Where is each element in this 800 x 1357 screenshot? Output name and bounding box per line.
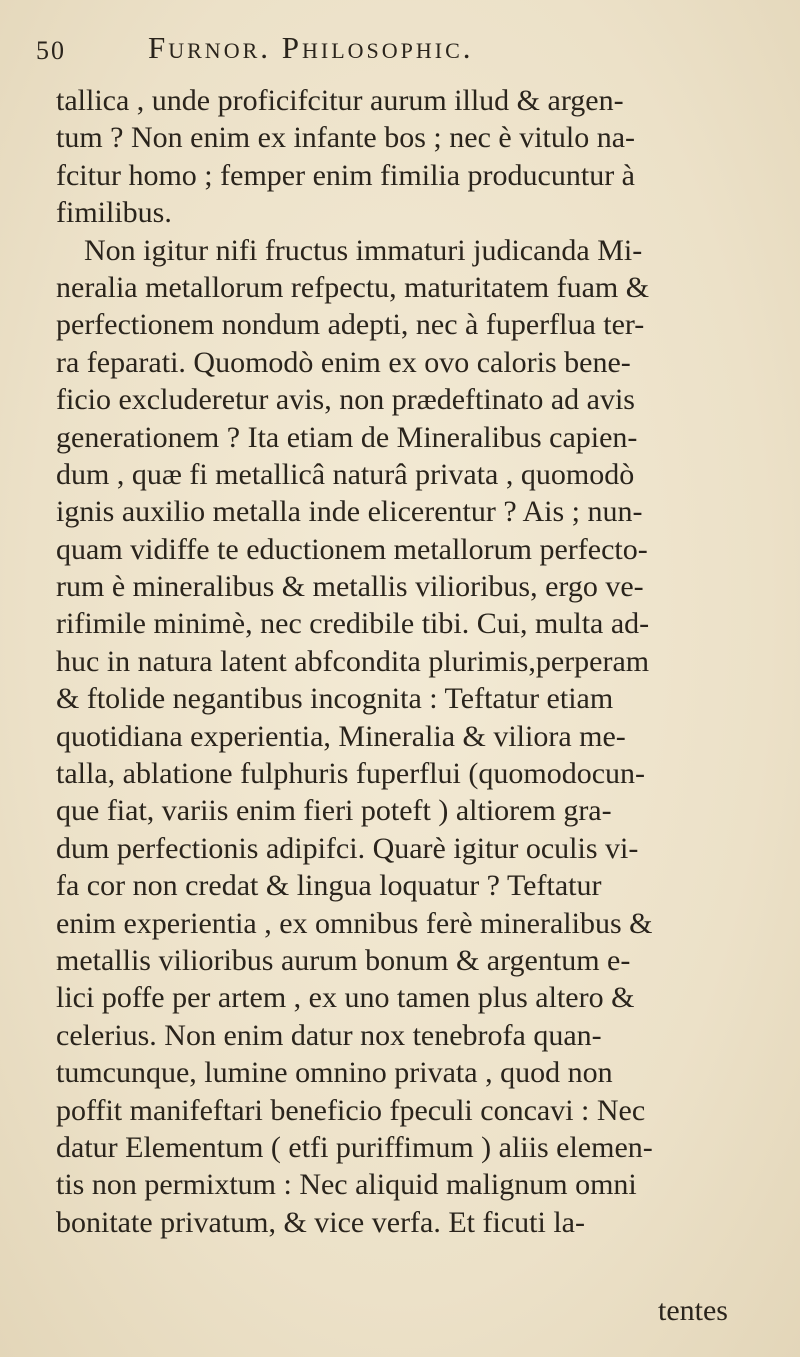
body-text xyxy=(56,82,796,1241)
text-line: enim experientia , ex omnibus ferè mineralibus & xyxy=(56,906,653,940)
text-line: quotidiana experientia, Mineralia & viliora me- xyxy=(56,719,626,753)
text-line: quam vidiffe te eductionem metallorum perfecto- xyxy=(56,532,648,566)
text-line: perfectionem nondum adepti, nec à fuperflua ter- xyxy=(56,308,645,342)
text-line: metallis vilioribus aurum bonum & argentum e- xyxy=(56,943,631,977)
text-line: tum ? Non enim ex infante bos ; nec è vitulo na- xyxy=(56,121,636,155)
text-line: tis non permixtum : Nec aliquid malignum omni xyxy=(56,1168,637,1202)
text-line: generationem ? Ita etiam de Mineralibus capien- xyxy=(56,420,638,454)
text-line: que fiat, variis enim fieri poteft ) altiorem gra- xyxy=(56,794,612,828)
text-line: Non igitur nifi fructus immaturi judicanda Mi- xyxy=(84,233,643,267)
text-line: bonitate privatum, & vice verfa. Et ficuti la- xyxy=(56,1205,585,1239)
text-line: ficio excluderetur avis, non prædeftinato ad avis xyxy=(56,383,635,417)
text-line: poffit manifeftari beneficio fpeculi concavi : Nec xyxy=(56,1093,646,1127)
text-line: fimilibus. xyxy=(56,196,172,230)
page-number: 50 xyxy=(36,36,66,65)
text-line: datur Elementum ( etfi puriffimum ) aliis elemen- xyxy=(56,1130,653,1164)
running-head: Furnor. Philosophic. xyxy=(148,30,474,65)
text-line: dum , quæ fi metallicâ naturâ privata , quomodò xyxy=(56,457,635,491)
text-line: ignis auxilio metalla inde elicerentur ? Ais ; nun- xyxy=(56,495,643,529)
text-line: celerius. Non enim datur nox tenebrofa quan- xyxy=(56,1018,602,1052)
text-line: rum è mineralibus & metallis vilioribus, ergo ve- xyxy=(56,570,644,604)
text-line: fcitur homo ; femper enim fimilia producuntur à xyxy=(56,158,635,192)
text-line: huc in natura latent abfcondita plurimis,perperam xyxy=(56,644,650,678)
text-line: & ftolide negantibus incognita : Teftatur etiam xyxy=(56,682,614,716)
text-line: ra feparati. Quomodò enim ex ovo caloris bene- xyxy=(56,345,631,379)
text-line: tumcunque, lumine omnino privata , quod non xyxy=(56,1056,613,1090)
page-header xyxy=(36,30,756,76)
text-line: tallica , unde proficifcitur aurum illud & argen- xyxy=(56,84,624,117)
text-line: dum perfectionis adipifci. Quarè igitur oculis vi- xyxy=(56,831,639,865)
text-line: lici poffe per artem , ex uno tamen plus altero & xyxy=(56,981,635,1015)
catchword: tentes xyxy=(658,1294,728,1327)
text-line: fa cor non credat & lingua loquatur ? Teftatur xyxy=(56,869,602,903)
text-line: neralia metallorum refpectu, maturitatem fuam & xyxy=(56,270,650,304)
text-line: rifimile minimè, nec credibile tibi. Cui, multa ad- xyxy=(56,607,650,641)
text-line: talla, ablatione fulphuris fuperflui (quomodocun- xyxy=(56,757,645,791)
